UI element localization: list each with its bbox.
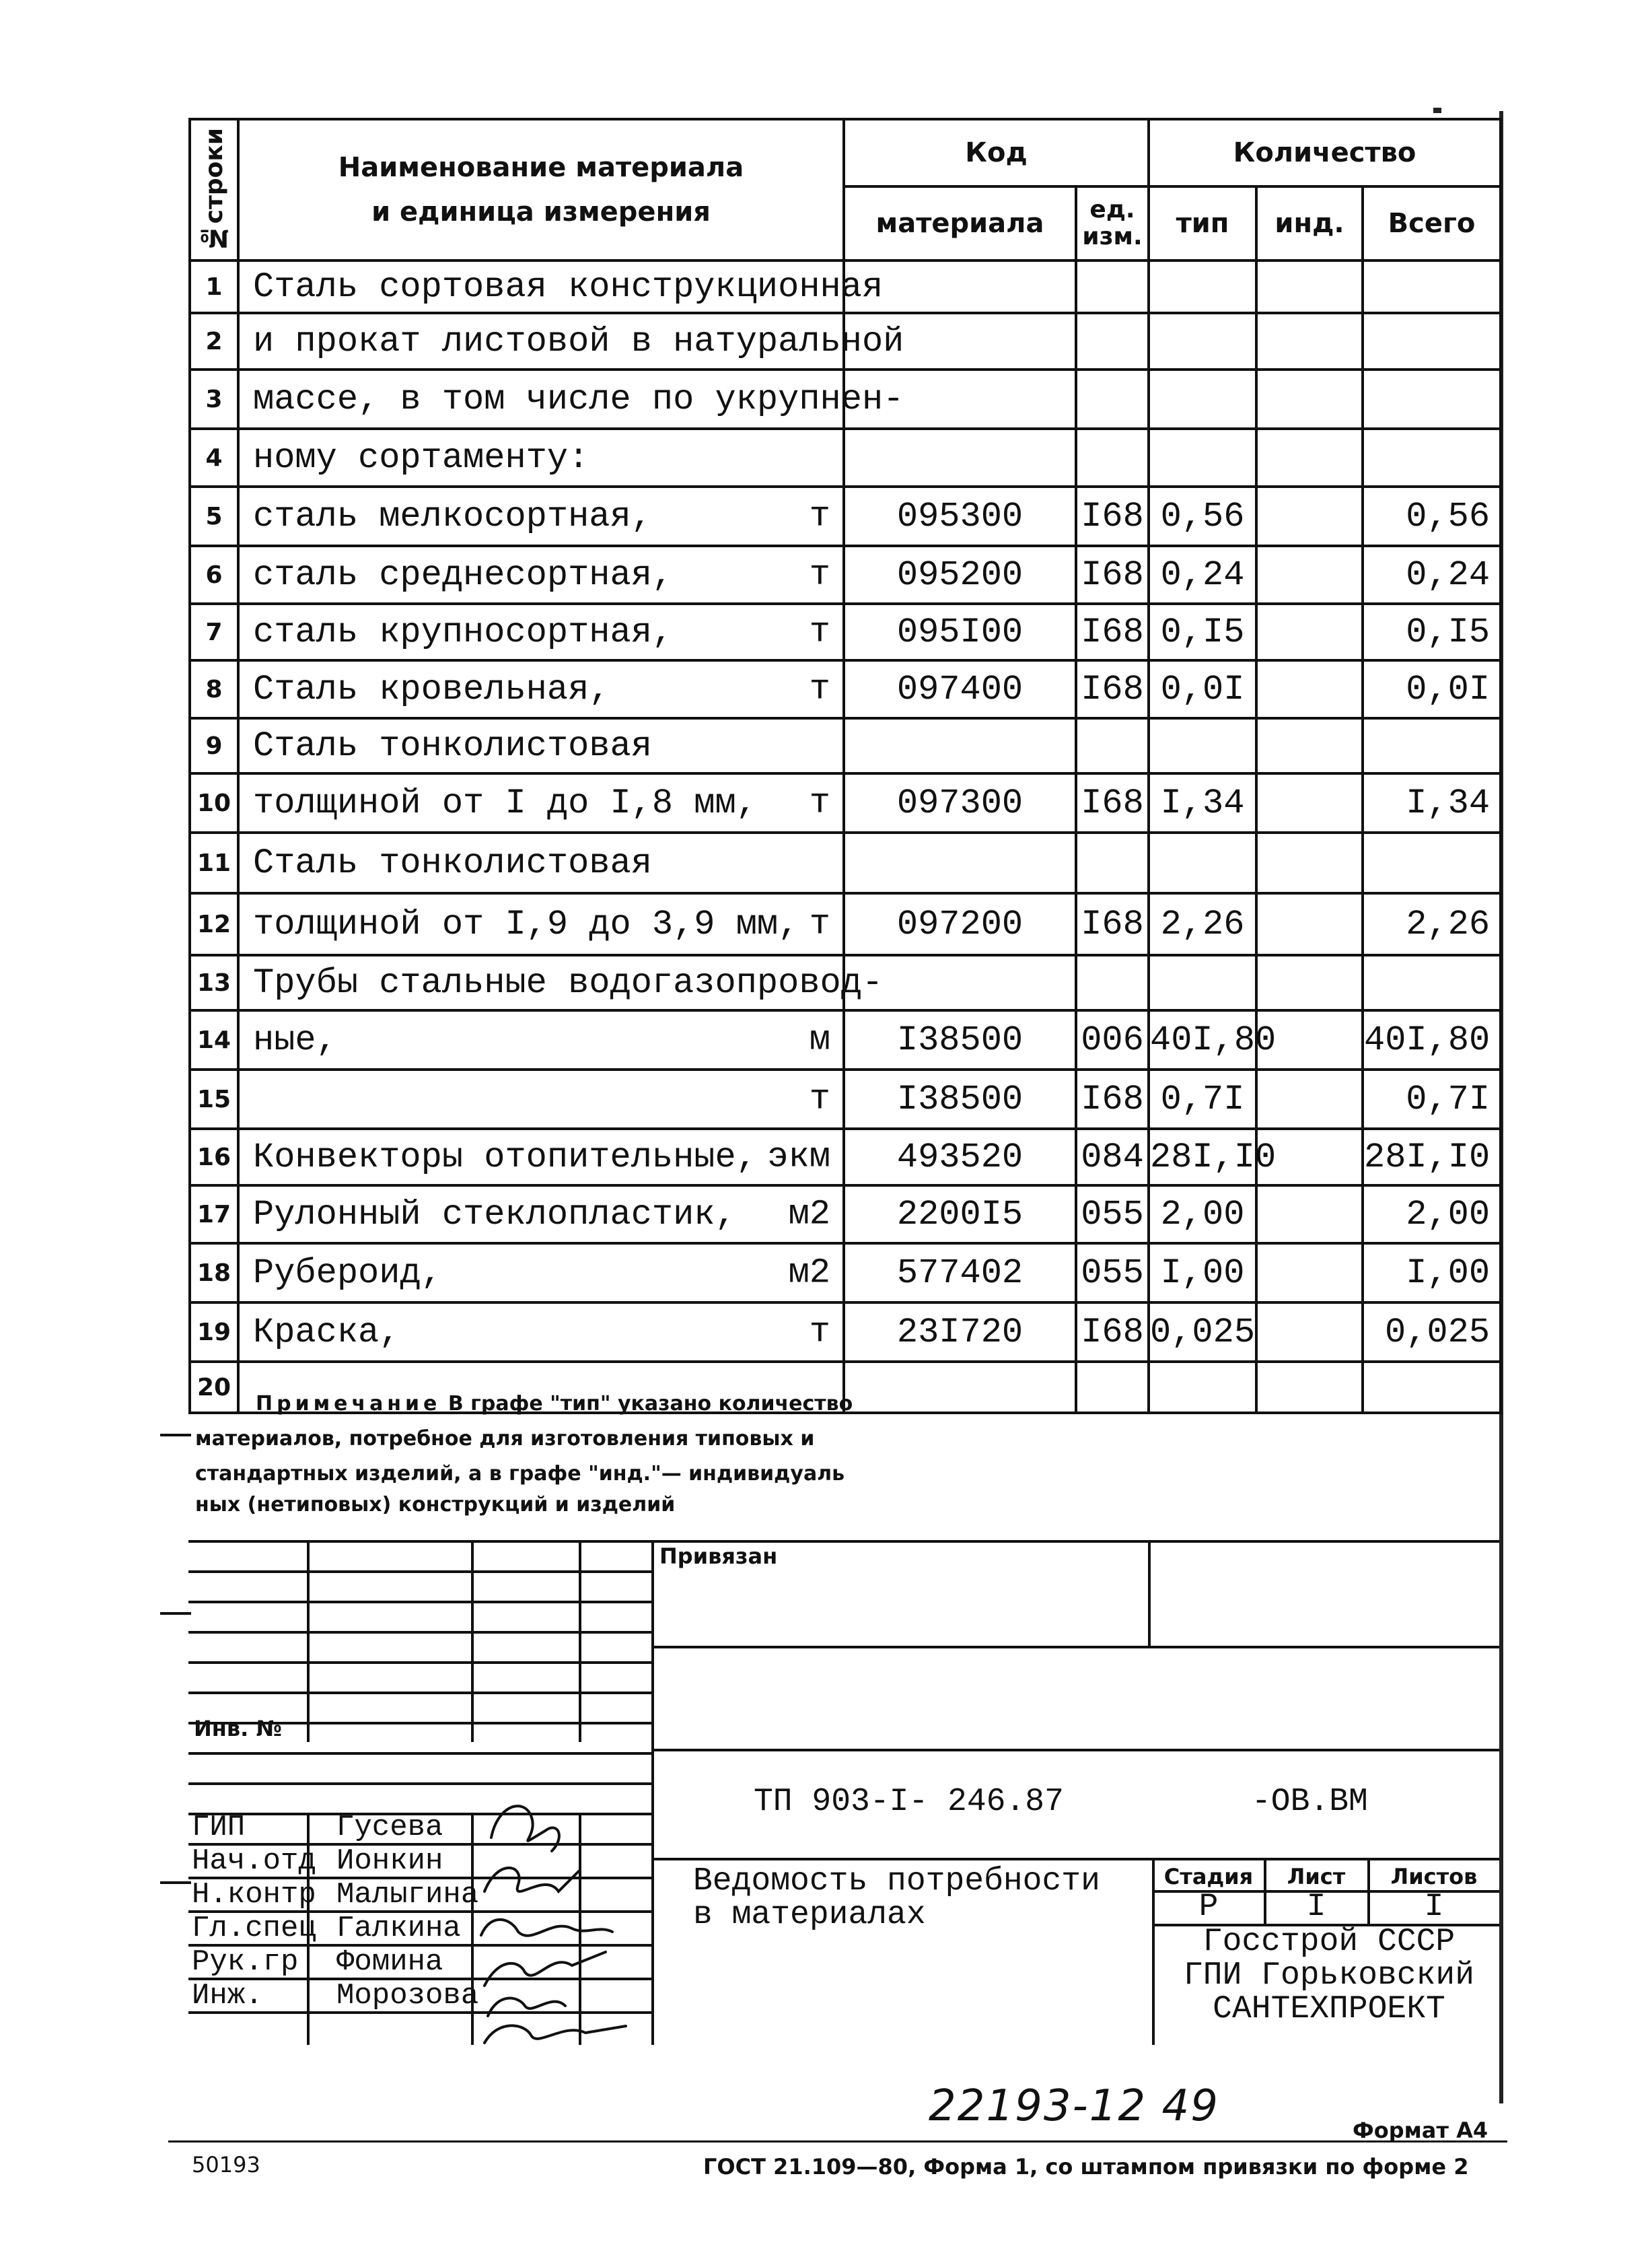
qty-ind [1256,833,1363,893]
material-name-text: сталь мелкосортная, [253,496,652,536]
material-unit: т [809,669,830,709]
qty-total: 40I,80 [1363,1010,1501,1070]
qty-total: I,00 [1363,1243,1501,1302]
unit-code [1076,313,1149,370]
material-name-text: сталь крупносортная, [253,612,674,652]
qty-ind [1256,313,1363,370]
material-code: 23I720 [844,1302,1076,1362]
table-row [190,546,1501,604]
signature-2 [484,1868,579,1891]
qty-ind [1256,370,1363,429]
qty-total [1363,313,1501,370]
unit-code: I68 [1076,546,1149,604]
unit-code: 055 [1076,1243,1149,1302]
material-name-text: Трубы стальные водогазопровод- [253,963,884,1003]
qty-type [1149,260,1256,313]
signatory-name: Галкина [336,1912,461,1945]
qty-type [1149,313,1256,370]
signatory-role: Гл.спец [192,1912,316,1945]
material-name-text: сталь среднесортная, [253,555,674,595]
material-name [238,487,844,546]
qty-total: 2,00 [1363,1185,1501,1243]
qty-ind [1256,429,1363,487]
sheets-label: Листов [1390,1864,1478,1889]
material-code: 577402 [844,1243,1076,1302]
qty-type [1149,370,1256,429]
row-number: 13 [190,955,238,1010]
signature-5 [488,1998,565,2016]
doc-suffix: -ОВ.ВМ [1252,1784,1368,1820]
signatory-name: Малыгина [336,1878,479,1912]
doc-code: ТП 903-I- 246.87 [754,1784,1064,1820]
material-name-text: и прокат листовой в натуральной [253,321,904,361]
signature-3 [481,1920,612,1936]
qty-ind [1256,773,1363,833]
material-name [238,429,844,487]
table-row [190,429,1501,487]
note-line-1: В графе "тип" указано количество [447,1392,853,1416]
qty-type: 0,I5 [1149,604,1256,660]
material-unit: м2 [788,1194,830,1234]
material-code: I38500 [844,1070,1076,1129]
note-line-3: стандартных изделий, а в графе "инд."— индивидуаль [195,1462,845,1486]
stage-value: Р [1198,1889,1219,1925]
row-number: 2 [190,313,238,370]
material-name-text: ные, [253,1020,337,1060]
organization: Госстрой СССР ГПИ Горьковский САНТЕХПРОЕКТ [1183,1924,1475,2027]
material-name-text: Краска, [253,1312,400,1352]
note-line-4: ных (нетиповых) конструкций и изделий [195,1493,676,1517]
table-row [190,893,1501,955]
qty-type [1149,718,1256,773]
qty-ind [1256,955,1363,1010]
material-unit: т [809,496,830,536]
qty-total [1363,370,1501,429]
side-mark [160,1434,191,1436]
material-name-text: Сталь кровельная, [253,669,610,709]
qty-ind [1256,546,1363,604]
material-name-text: толщиной от I,9 до 3,9 мм, [253,904,799,944]
signatures-drawing [471,1790,633,2046]
qty-total: 0,0I [1363,660,1501,718]
row-number: 14 [190,1010,238,1070]
material-name-text: Конвекторы отопительные, [253,1137,757,1177]
material-name [238,718,844,773]
qty-type [1149,955,1256,1010]
side-mark [160,1612,191,1615]
qty-ind [1256,260,1363,313]
row-number: 3 [190,370,238,429]
privyazan-label: Привязан [659,1543,778,1569]
qty-type: 0,56 [1149,487,1256,546]
material-unit: т [809,1079,830,1119]
material-name [238,604,844,660]
header-name: Наименование материала и единица измерения [238,119,844,260]
table-row [190,370,1501,429]
row-number: 12 [190,893,238,955]
signatory-name: Гусева [336,1811,443,1844]
material-name-text: Сталь тонколистовая [253,726,652,766]
footer-left-code: 50193 [192,2152,260,2177]
material-name [238,1185,844,1243]
handwritten-number: 22193-12 49 [929,2081,1219,2131]
table-row [190,260,1501,313]
row-number: 20 [190,1362,238,1413]
row-number: 19 [190,1302,238,1362]
material-name [238,1010,844,1070]
material-name [238,1243,844,1302]
material-name-text: Рубероид, [253,1253,442,1293]
material-name [238,893,844,955]
unit-code [1076,260,1149,313]
material-unit: т [809,783,830,823]
signature-4 [484,1952,606,1986]
qty-ind [1256,604,1363,660]
table-row [190,487,1501,546]
gost-label: ГОСТ 21.109—80, Форма 1, со штампом привязки по форме 2 [703,2154,1469,2180]
material-code [844,718,1076,773]
doc-title: Ведомость потребности в материалах [693,1863,1100,1933]
unit-code [1076,955,1149,1010]
material-name-text: Сталь сортовая конструкционная [253,267,884,307]
signatory-role: Н.контр [192,1878,316,1912]
row-number: 17 [190,1185,238,1243]
row-number: 16 [190,1129,238,1185]
material-name [238,773,844,833]
material-code [844,833,1076,893]
material-code: I38500 [844,1010,1076,1070]
material-name [238,546,844,604]
unit-code: I68 [1076,1070,1149,1129]
row-number: 10 [190,773,238,833]
qty-type: 28I,I0 [1149,1129,1256,1185]
qty-type: I,00 [1149,1243,1256,1302]
material-name [238,1302,844,1362]
header-type: тип [1149,186,1256,260]
material-code: 095200 [844,546,1076,604]
unit-code [1076,833,1149,893]
signatory-role: Рук.гр [192,1945,299,1979]
signatory-name: Фомина [336,1945,443,1979]
qty-ind [1256,660,1363,718]
material-code: 095I00 [844,604,1076,660]
header-material: материала [844,186,1076,260]
unit-code: I68 [1076,893,1149,955]
qty-ind [1256,1070,1363,1129]
row-number: 18 [190,1243,238,1302]
table-row [190,313,1501,370]
material-code [844,429,1076,487]
table-row [190,955,1501,1010]
footer-rule [168,2140,1507,2142]
table-row [190,1302,1501,1362]
qty-total: 0,56 [1363,487,1501,546]
unit-code: I68 [1076,660,1149,718]
material-unit: т [809,1312,830,1352]
material-name [238,313,904,370]
row-number: 4 [190,429,238,487]
material-name [238,833,844,893]
unit-code: I68 [1076,487,1149,546]
row-number: 5 [190,487,238,546]
sheet-value: I [1306,1889,1326,1925]
signature-6 [484,2025,626,2043]
note-line-2: материалов, потребное для изготовления типовых и [195,1427,815,1451]
material-name-text: массе, в том числе по укрупнен- [253,379,904,419]
qty-ind [1256,487,1363,546]
sheet-label: Лист [1287,1864,1346,1889]
signatory-role: Инж. [192,1979,263,2013]
unit-code: 084 [1076,1129,1149,1185]
material-code: 493520 [844,1129,1076,1185]
material-unit: м2 [788,1253,830,1293]
unit-code [1076,429,1149,487]
unit-code: 006 [1076,1010,1149,1070]
material-name-text: Рулонный стеклопластик, [253,1194,736,1234]
material-name-text: ному сортаменту: [253,438,589,478]
format-label: Формат А4 [1353,2118,1488,2143]
material-name [238,660,844,718]
header-total: Всего [1363,186,1501,260]
qty-total: 0,I5 [1363,604,1501,660]
qty-total [1363,260,1501,313]
material-name-text: толщиной от I до I,8 мм, [253,783,757,823]
signature-1 [491,1806,559,1851]
table-row [190,1070,1501,1129]
qty-total: 0,24 [1363,546,1501,604]
material-unit: м [809,1020,830,1060]
signatory-role: Нач.отд [192,1844,316,1878]
row-number: 7 [190,604,238,660]
table-row [190,718,1501,773]
material-code: 095300 [844,487,1076,546]
material-code: 2200I5 [844,1185,1076,1243]
unit-code: I68 [1076,604,1149,660]
header-ind: инд. [1256,186,1363,260]
signatory-name: Ионкин [336,1844,443,1878]
material-name [238,260,884,313]
row-number: 6 [190,546,238,604]
qty-total: 28I,I0 [1363,1129,1501,1185]
sheets-value: I [1424,1889,1444,1925]
table-row [190,660,1501,718]
qty-total [1363,429,1501,487]
material-code: 097200 [844,893,1076,955]
qty-ind [1256,1243,1363,1302]
qty-type [1149,429,1256,487]
qty-type: 2,00 [1149,1185,1256,1243]
qty-total: 2,26 [1363,893,1501,955]
note-title: Примечание [256,1392,441,1416]
qty-total: I,34 [1363,773,1501,833]
side-mark [160,1881,191,1884]
table-row [190,1129,1501,1185]
material-name [238,1129,844,1185]
unit-code: I68 [1076,773,1149,833]
row-number: 1 [190,260,238,313]
qty-total [1363,718,1501,773]
signatory-role: ГИП [192,1811,246,1844]
row-number: 11 [190,833,238,893]
qty-total: 0,7I [1363,1070,1501,1129]
qty-total: 0,025 [1363,1302,1501,1362]
qty-ind [1256,1185,1363,1243]
row-number: 15 [190,1070,238,1129]
header-quantity: Количество [1149,119,1501,186]
qty-type: 0,025 [1149,1302,1256,1362]
qty-ind [1256,893,1363,955]
signatory-name: Морозова [336,1979,479,2013]
qty-type: 40I,80 [1149,1010,1256,1070]
row-number: 8 [190,660,238,718]
header-unit: ед. изм. [1076,186,1149,260]
material-name [238,370,904,429]
table-row [190,1010,1501,1070]
unit-code: 055 [1076,1185,1149,1243]
inv-no-label: Инв. № [194,1716,282,1741]
material-code: 097300 [844,773,1076,833]
qty-type: 2,26 [1149,893,1256,955]
table-row [190,773,1501,833]
qty-ind [1256,1302,1363,1362]
material-name-text: Сталь тонколистовая [253,843,652,883]
material-unit: т [809,904,830,944]
unit-code [1076,370,1149,429]
material-name [238,955,884,1010]
unit-code: I68 [1076,1302,1149,1362]
qty-type: 0,0I [1149,660,1256,718]
qty-total [1363,833,1501,893]
material-unit: т [809,555,830,595]
qty-total [1363,955,1501,1010]
stage-label: Стадия [1163,1864,1254,1889]
table-row [190,1185,1501,1243]
corner-mark [1433,108,1441,113]
table-row [190,833,1501,893]
qty-ind [1256,718,1363,773]
materials-table [188,118,1502,1414]
qty-type [1149,833,1256,893]
material-code: 097400 [844,660,1076,718]
note-block [195,1387,1474,1519]
qty-type: I,34 [1149,773,1256,833]
table-row [190,1243,1501,1302]
qty-type: 0,7I [1149,1070,1256,1129]
material-unit: экм [767,1137,830,1177]
material-name [238,1070,844,1129]
material-unit: т [809,612,830,652]
unit-code [1076,718,1149,773]
table-row [190,604,1501,660]
header-rownum: №строки [190,119,238,260]
header-code: Код [844,119,1149,186]
qty-type: 0,24 [1149,546,1256,604]
row-number: 9 [190,718,238,773]
